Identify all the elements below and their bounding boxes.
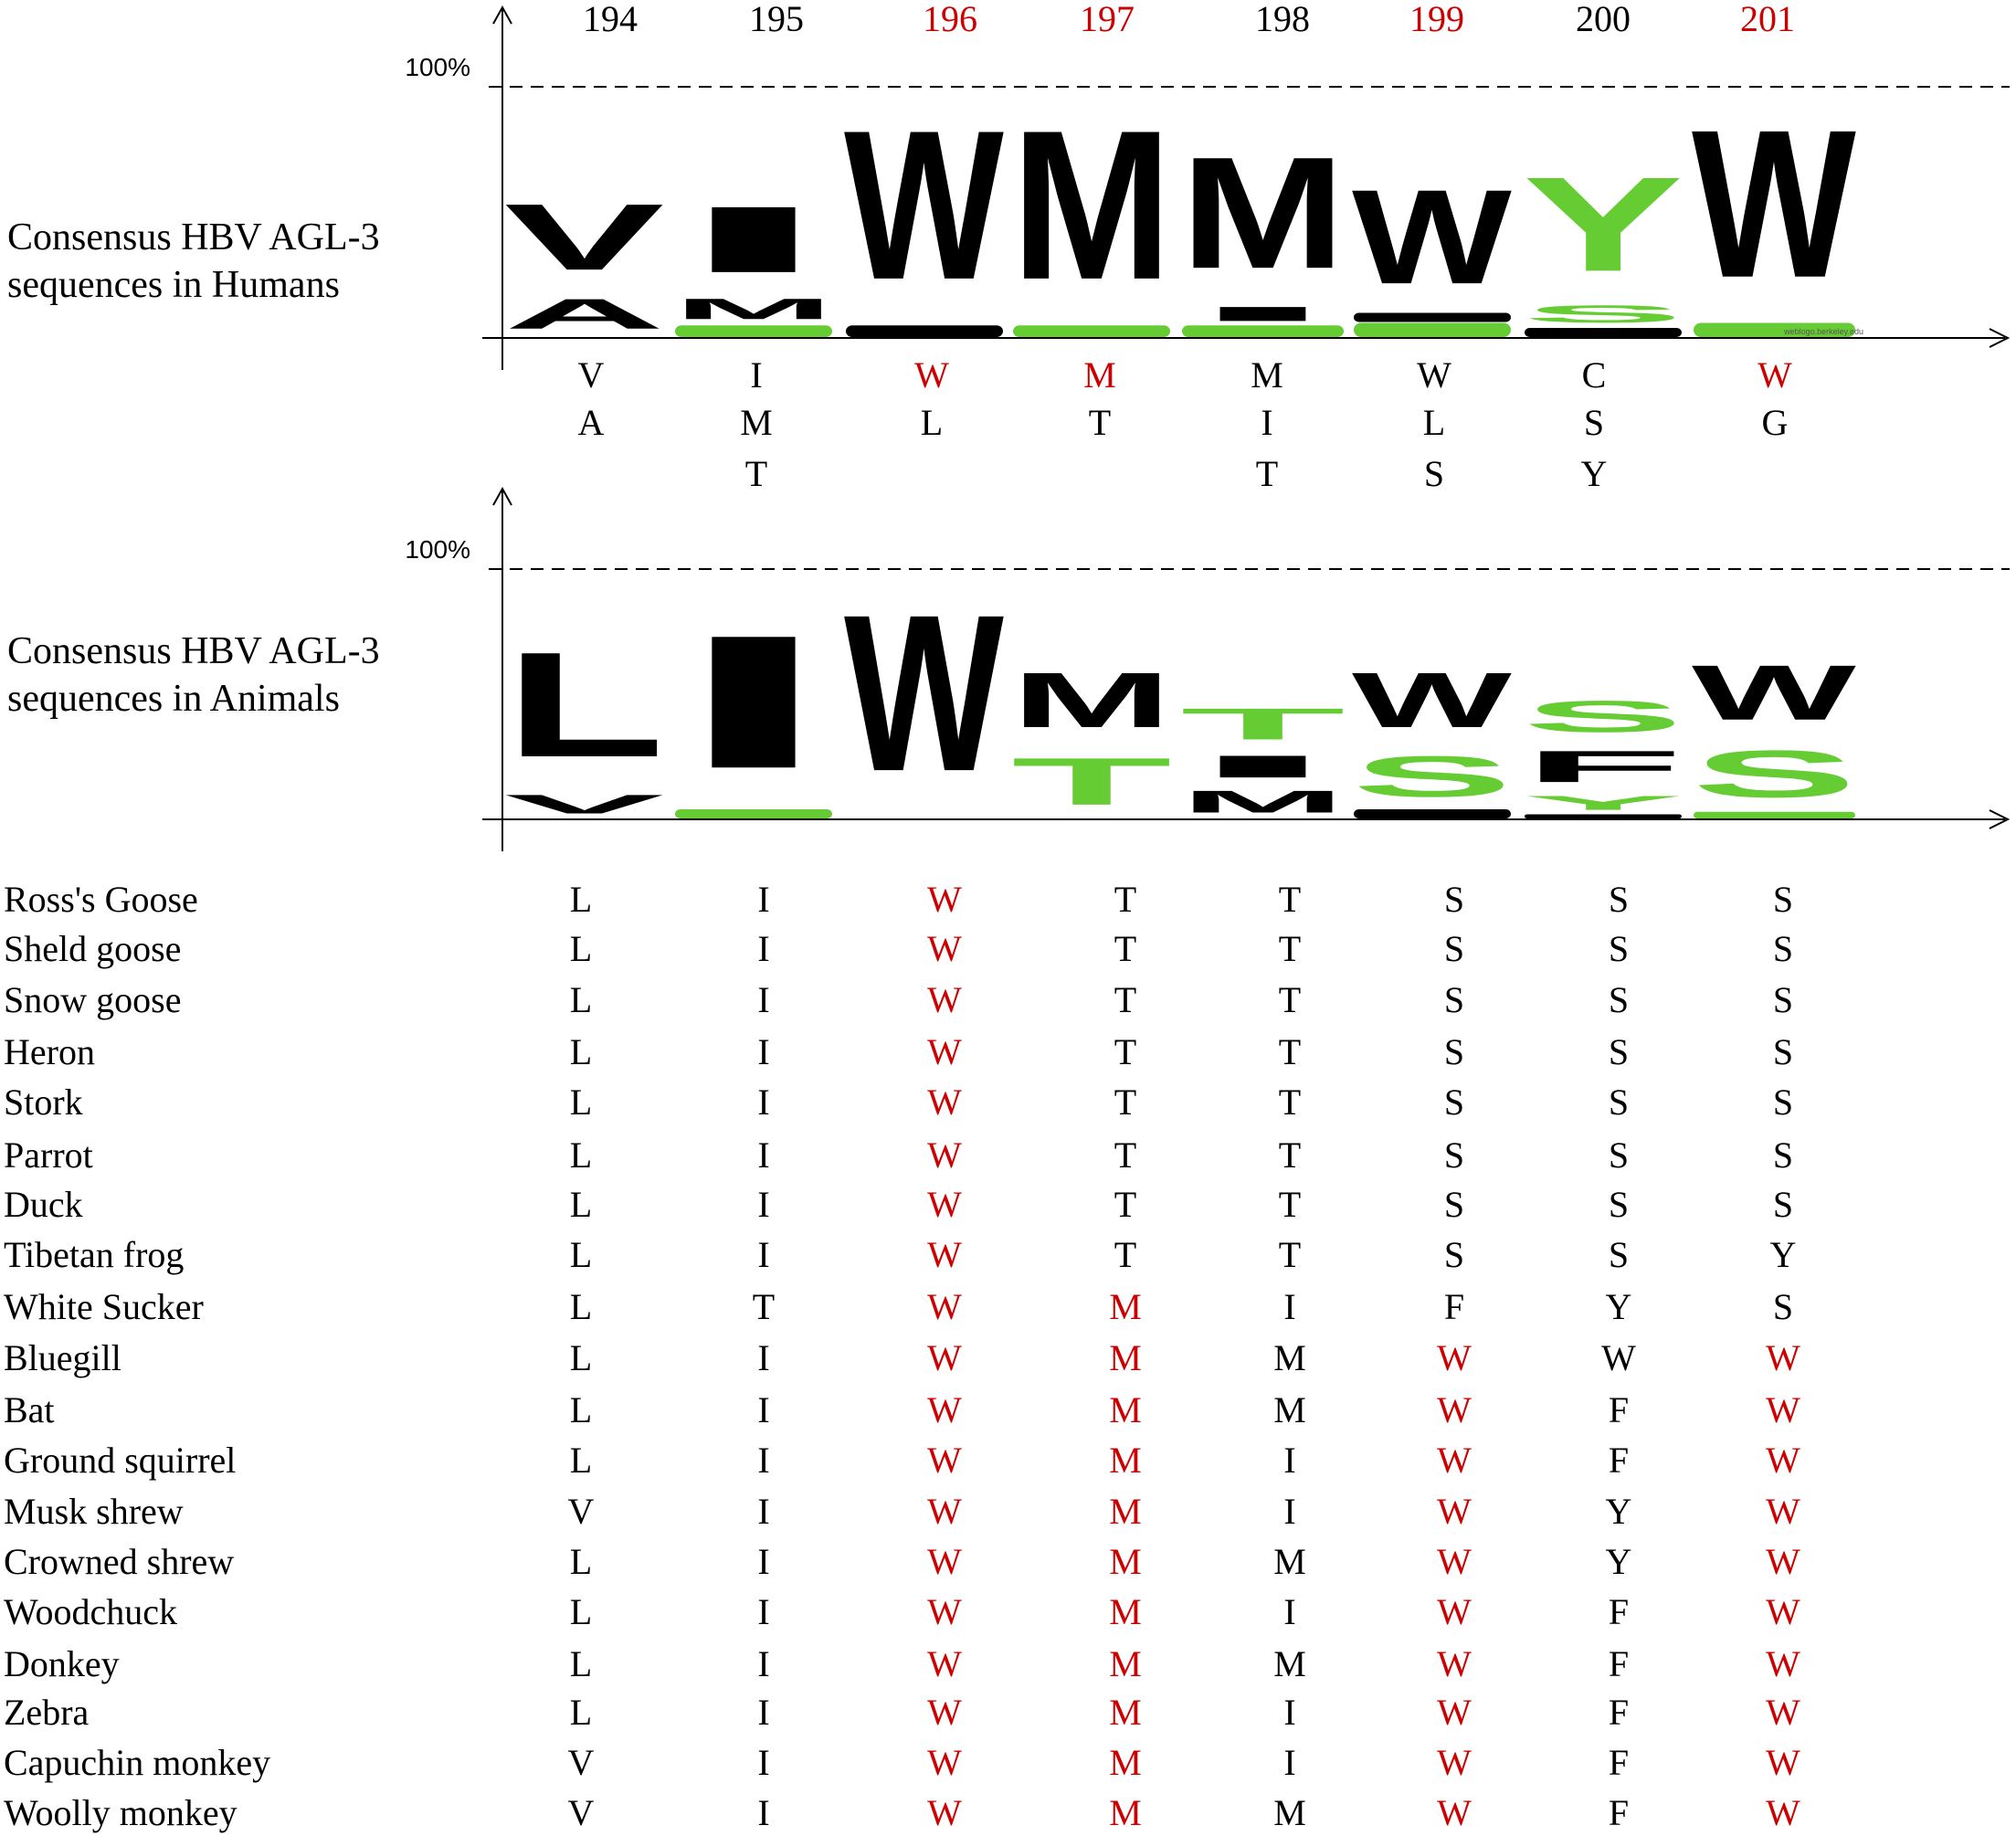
residue-cell: W [927, 979, 962, 1020]
residue-cell: I [757, 1234, 770, 1275]
residue-cell: W [1437, 1692, 1472, 1733]
residue-cell: F [1608, 1440, 1630, 1481]
residue-cell: W [927, 1134, 962, 1176]
logo-letter-a: A [504, 290, 665, 338]
table-row [4, 1082, 1793, 1123]
species-name: Sheld goose [4, 928, 182, 969]
species-alignment-table [4, 879, 1800, 1833]
residue-cell: F [1608, 1692, 1630, 1733]
residue-cell: T [1278, 928, 1302, 969]
residue-cell: I [1283, 1440, 1296, 1481]
logo-letter-m: M [1180, 123, 1346, 302]
position-number-198: 198 [1255, 0, 1310, 39]
residue-cell: F [1443, 1286, 1465, 1327]
table-row [4, 1643, 1800, 1684]
residue-cell: S [1443, 1184, 1465, 1225]
logo-letter-i: I [673, 186, 834, 292]
residue-cell: T [1278, 1134, 1302, 1176]
residue-cell: Y [1769, 1234, 1797, 1275]
residue-cell: F [1608, 1643, 1630, 1684]
logo-letter-w: W [1692, 649, 1856, 737]
species-name: Tibetan frog [4, 1234, 185, 1275]
table-row [4, 1491, 1800, 1532]
logo-title-line: Consensus HBV AGL-3 [7, 216, 380, 259]
logo-letter-t [675, 809, 832, 818]
logo-letter-l [1354, 313, 1511, 322]
residue-cell: T [1114, 1134, 1137, 1176]
variant-letter-i: I [1261, 402, 1273, 443]
residue-cell: I [757, 1541, 770, 1582]
residue-cell: M [1109, 1286, 1142, 1327]
residue-cell: W [927, 879, 962, 920]
logo-letter-w: W [1692, 85, 1856, 322]
variant-letter-t: T [1088, 402, 1112, 443]
residue-cell: T [1278, 1184, 1302, 1225]
residue-cell: S [1772, 928, 1794, 969]
residue-cell: W [927, 1792, 962, 1833]
variant-letter-a: A [577, 402, 605, 443]
residue-cell: W [1766, 1591, 1800, 1632]
species-name: White Sucker [4, 1286, 204, 1327]
species-name: Capuchin monkey [4, 1742, 271, 1783]
residue-cell: S [1772, 1184, 1794, 1225]
species-name: Bat [4, 1389, 55, 1430]
variant-letter-i: I [750, 354, 763, 396]
residue-cell: T [1278, 979, 1302, 1020]
residue-cell: S [1772, 1286, 1794, 1327]
logo-letter-m: M [1011, 87, 1172, 325]
variant-letter-m: M [1251, 354, 1283, 396]
logo-letter-t [675, 325, 832, 337]
residue-cell: S [1443, 1031, 1465, 1072]
residue-cell: W [927, 1692, 962, 1733]
residue-cell: W [1601, 1337, 1636, 1378]
residue-cell: L [569, 1234, 593, 1275]
residue-cell: T [752, 1286, 776, 1327]
residue-cell: T [1278, 1082, 1302, 1123]
variant-letter-w: W [1417, 354, 1451, 396]
logo-letter-f: F [1523, 741, 1684, 792]
residue-cell: S [1443, 1082, 1465, 1123]
logo-letter-t: T [1011, 744, 1172, 819]
residue-cell: W [927, 1234, 962, 1275]
residue-cell: F [1608, 1792, 1630, 1833]
table-row [4, 1184, 1793, 1225]
residue-cell: W [1437, 1541, 1472, 1582]
residue-cell: I [757, 1184, 770, 1225]
residue-cell: Y [1605, 1286, 1632, 1327]
residue-cell: S [1608, 1082, 1630, 1123]
percent-label: 100% [405, 53, 470, 81]
species-name: Crowned shrew [4, 1541, 235, 1582]
residue-cell: T [1278, 879, 1302, 920]
logo-letter-y [1694, 812, 1855, 818]
residue-cell: M [1273, 1643, 1306, 1684]
residue-cell: I [757, 1742, 770, 1783]
position-number-197: 197 [1080, 0, 1135, 39]
residue-cell: W [1766, 1742, 1800, 1783]
table-row [4, 979, 1793, 1020]
weblogo-watermark: weblogo.berkeley.edu [1784, 327, 1863, 336]
table-row [4, 1541, 1800, 1582]
logo-letter-i: I [673, 595, 834, 808]
table-row [4, 879, 1793, 920]
table-row [4, 1591, 1800, 1632]
residue-cell: I [1283, 1742, 1296, 1783]
residue-cell: S [1608, 1234, 1630, 1275]
species-name: Woolly monkey [4, 1792, 237, 1833]
residue-cell: W [1766, 1692, 1800, 1733]
residue-cell: W [1766, 1643, 1800, 1684]
logo-letter-c [1525, 328, 1682, 337]
logo-letter-w: W [1352, 162, 1512, 312]
logo-letter-s: S [1523, 691, 1684, 742]
residue-cell: M [1109, 1389, 1142, 1430]
variant-letter-s: S [1423, 453, 1445, 494]
variant-letter-y: Y [1580, 453, 1608, 494]
species-name: Ross's Goose [4, 879, 198, 920]
table-row [4, 1337, 1800, 1378]
residue-cell: L [569, 1591, 593, 1632]
residue-cell: I [757, 1792, 770, 1833]
species-name: Bluegill [4, 1337, 121, 1378]
logo-letter-y: Y [1523, 149, 1684, 301]
residue-cell: S [1608, 879, 1630, 920]
residue-cell: S [1443, 1134, 1465, 1176]
residue-cell: V [567, 1491, 595, 1532]
variant-letter-m: M [1083, 354, 1116, 396]
residue-cell: M [1109, 1643, 1142, 1684]
variant-letter-s: S [1583, 402, 1605, 443]
residue-cell: W [1766, 1541, 1800, 1582]
residue-cell: W [1766, 1491, 1800, 1532]
position-number-199: 199 [1409, 0, 1464, 39]
position-numbers [583, 0, 1795, 39]
species-name: Donkey [4, 1643, 120, 1684]
residue-cell: L [569, 1184, 593, 1225]
residue-cell: S [1772, 1031, 1794, 1072]
residue-cell: T [1114, 1184, 1137, 1225]
residue-cell: W [1437, 1742, 1472, 1783]
residue-cell: L [569, 879, 593, 920]
residue-cell: M [1273, 1389, 1306, 1430]
residue-cell: W [927, 1286, 962, 1327]
logo-letter-m: M [1180, 784, 1346, 819]
residue-cell: W [1437, 1440, 1472, 1481]
residue-cell: M [1109, 1541, 1142, 1582]
residue-cell: S [1608, 1031, 1630, 1072]
residue-cell: I [1283, 1286, 1296, 1327]
residue-cell: V [567, 1742, 595, 1783]
residue-cell: L [569, 1031, 593, 1072]
table-row [4, 1031, 1793, 1072]
residue-cell: T [1114, 1082, 1137, 1123]
residue-cell: T [1114, 928, 1137, 969]
percent-label: 100% [405, 535, 470, 564]
residue-cell: W [927, 1541, 962, 1582]
logo-letter-w: W [844, 85, 1004, 324]
residue-cell: M [1273, 1792, 1306, 1833]
residue-cell: W [927, 1337, 962, 1378]
species-name: Ground squirrel [4, 1440, 237, 1481]
logo-letter-f [1354, 809, 1511, 818]
residue-cell: I [757, 1440, 770, 1481]
residue-cell: Y [1605, 1541, 1632, 1582]
logo-letter-m: M [1011, 656, 1172, 744]
logo-letter-w [1525, 815, 1682, 818]
residue-cell: W [927, 928, 962, 969]
residue-cell: L [569, 1286, 593, 1327]
residue-cell: T [1114, 1031, 1137, 1072]
logo-letter-s: S [1352, 744, 1513, 809]
logo-letter-w: W [844, 568, 1004, 818]
species-name: Zebra [4, 1692, 90, 1733]
position-number-200: 200 [1576, 0, 1631, 39]
residue-cell: L [569, 1541, 593, 1582]
logo-title-line: sequences in Humans [7, 264, 340, 306]
residue-cell: W [927, 1184, 962, 1225]
residue-cell: I [757, 1337, 770, 1378]
human-logo [7, 7, 2010, 370]
residue-cell: W [927, 1491, 962, 1532]
table-row [4, 1234, 1796, 1275]
residue-cell: L [569, 1389, 593, 1430]
residue-cell: W [927, 1643, 962, 1684]
table-row [4, 1286, 1793, 1327]
position-number-195: 195 [749, 0, 804, 39]
residue-cell: S [1608, 1134, 1630, 1176]
logo-letter-s: S [1523, 300, 1684, 328]
logo-letter-m: M [673, 292, 834, 326]
residue-cell: I [757, 1591, 770, 1632]
residue-cell: T [1114, 879, 1137, 920]
residue-cell: L [569, 1337, 593, 1378]
residue-cell: W [1766, 1440, 1800, 1481]
logo-letter-v: V [504, 788, 665, 819]
variant-letter-g: G [1761, 402, 1789, 443]
species-name: Stork [4, 1082, 83, 1123]
residue-cell: Y [1605, 1491, 1632, 1532]
residue-cell: S [1608, 979, 1630, 1020]
residue-cell: T [1114, 979, 1137, 1020]
residue-cell: M [1109, 1440, 1142, 1481]
residue-cell: L [569, 1134, 593, 1176]
logo-letter-t [1013, 325, 1170, 337]
residue-cell: S [1772, 1082, 1794, 1123]
residue-cell: S [1443, 1234, 1465, 1275]
residue-cell: S [1772, 879, 1794, 920]
residue-cell: W [927, 1389, 962, 1430]
residue-cell: W [1437, 1792, 1472, 1833]
residue-cell: W [1766, 1389, 1800, 1430]
residue-cell: M [1273, 1337, 1306, 1378]
species-name: Snow goose [4, 979, 182, 1020]
table-row [4, 1389, 1800, 1430]
residue-cell: I [1283, 1692, 1296, 1733]
residue-cell: T [1278, 1031, 1302, 1072]
logo-letter-l: L [504, 620, 665, 789]
table-row [4, 1134, 1793, 1176]
variant-letter-w: W [914, 354, 949, 396]
logo-title-line: sequences in Animals [7, 678, 340, 720]
residue-cell: L [569, 1692, 593, 1733]
logo-letter-i: I [1180, 302, 1346, 326]
position-number-194: 194 [583, 0, 638, 39]
residue-cell: L [569, 1440, 593, 1481]
residue-cell: L [569, 1082, 593, 1123]
residue-cell: I [1283, 1591, 1296, 1632]
species-name: Parrot [4, 1134, 93, 1176]
table-row [4, 1440, 1800, 1481]
variant-letter-c: C [1581, 354, 1607, 396]
residue-cell: L [569, 928, 593, 969]
variant-letter-w: W [1757, 354, 1792, 396]
residue-cell: L [569, 1643, 593, 1684]
position-number-201: 201 [1740, 0, 1795, 39]
residue-cell: T [1114, 1234, 1137, 1275]
residue-cell: S [1443, 879, 1465, 920]
residue-cell: W [927, 1742, 962, 1783]
logo-letter-i: I [1180, 749, 1346, 785]
residue-cell: F [1608, 1591, 1630, 1632]
residue-cell: S [1443, 928, 1465, 969]
residue-cell: V [567, 1792, 595, 1833]
logo-letter-w: W [1352, 656, 1512, 744]
residue-cell: W [927, 1591, 962, 1632]
residue-cell: I [757, 928, 770, 969]
residue-cell: I [757, 979, 770, 1020]
residue-cell: W [927, 1440, 962, 1481]
table-row [4, 1792, 1800, 1833]
logo-letter-s [1354, 323, 1511, 338]
residue-cell: S [1443, 979, 1465, 1020]
logo-letter-l [846, 325, 1003, 337]
residue-cell: W [927, 1082, 962, 1123]
variant-letter-t: T [1255, 453, 1279, 494]
logo-letter-v: V [504, 185, 665, 290]
residue-cell: M [1109, 1692, 1142, 1733]
residue-cell: L [569, 979, 593, 1020]
variant-letter-l: L [1422, 402, 1446, 443]
table-row [4, 928, 1793, 969]
variant-letter-v: V [577, 354, 605, 396]
residue-cell: M [1109, 1491, 1142, 1532]
residue-cell: I [757, 1692, 770, 1733]
species-name: Woodchuck [4, 1591, 178, 1632]
residue-cell: I [757, 1134, 770, 1176]
species-name: Heron [4, 1031, 95, 1072]
residue-cell: M [1109, 1742, 1142, 1783]
residue-cell: W [1437, 1643, 1472, 1684]
residue-cell: S [1608, 1184, 1630, 1225]
residue-cell: W [1437, 1389, 1472, 1430]
residue-cell: F [1608, 1742, 1630, 1783]
residue-cell: W [1766, 1792, 1800, 1833]
logo-letter-t: T [1180, 699, 1346, 749]
residue-cell: S [1608, 928, 1630, 969]
logo-letter-t [1182, 325, 1344, 337]
residue-cell: I [757, 1082, 770, 1123]
residue-cell: F [1608, 1389, 1630, 1430]
residue-cell: I [757, 1031, 770, 1072]
residue-cell: M [1109, 1591, 1142, 1632]
logo-title-line: Consensus HBV AGL-3 [7, 630, 380, 672]
logo-letter-s: S [1692, 736, 1857, 812]
variant-letter-l: L [920, 402, 944, 443]
residue-cell: T [1278, 1234, 1302, 1275]
logo-letter-y: Y [1523, 791, 1684, 815]
residue-cell: I [757, 879, 770, 920]
residue-cell: I [757, 1389, 770, 1430]
table-row [4, 1742, 1800, 1783]
residue-cell: W [927, 1031, 962, 1072]
human-variant-letters [578, 354, 1793, 494]
residue-cell: I [1283, 1491, 1296, 1532]
animal-logo [7, 489, 2010, 851]
residue-cell: I [757, 1643, 770, 1684]
residue-cell: W [1437, 1591, 1472, 1632]
residue-cell: S [1772, 1134, 1794, 1176]
residue-cell: W [1437, 1337, 1472, 1378]
species-name: Duck [4, 1184, 83, 1225]
residue-cell: M [1273, 1541, 1306, 1582]
variant-letter-t: T [744, 453, 768, 494]
species-name: Musk shrew [4, 1491, 184, 1532]
residue-cell: S [1772, 979, 1794, 1020]
residue-cell: M [1109, 1337, 1142, 1378]
residue-cell: W [1766, 1337, 1800, 1378]
residue-cell: W [1437, 1491, 1472, 1532]
position-number-196: 196 [923, 0, 977, 39]
table-row [4, 1692, 1800, 1733]
residue-cell: I [757, 1491, 770, 1532]
variant-letter-m: M [740, 402, 773, 443]
residue-cell: M [1109, 1792, 1142, 1833]
